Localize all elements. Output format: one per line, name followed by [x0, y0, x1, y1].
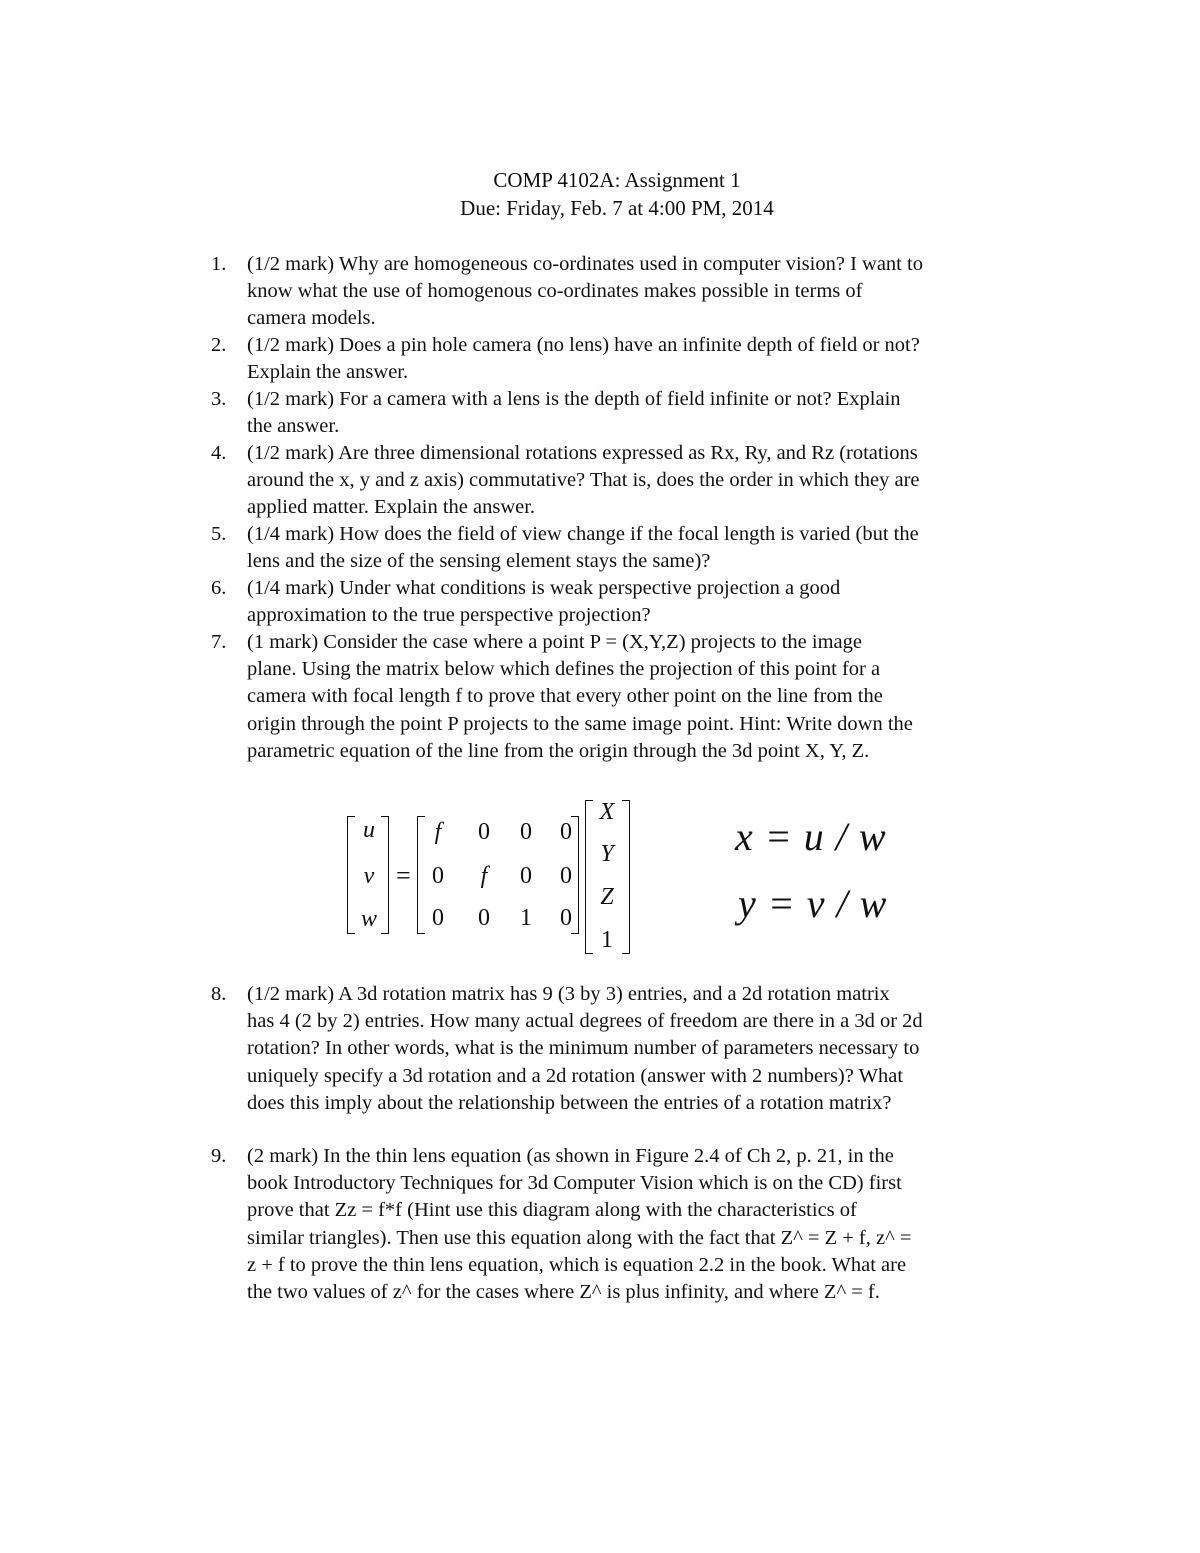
- question-8: [211, 981, 1031, 1117]
- question-2: [211, 332, 1031, 386]
- question-number: 3.: [211, 388, 227, 410]
- matrix-entry: 0: [520, 863, 532, 889]
- question-line: has 4 (2 by 2) entries. How many actual degrees of freedom are there in a 3d or 2d: [247, 1010, 923, 1033]
- equals-sign: =: [396, 861, 411, 890]
- question-line: Explain the answer.: [247, 361, 409, 384]
- matrix-entry: 0: [560, 905, 572, 931]
- question-line: plane. Using the matrix below which defines the projection of this point for a: [247, 658, 881, 681]
- uvw-left-bracket: [347, 816, 355, 934]
- question-1: [211, 251, 1031, 333]
- question-line: the answer.: [247, 415, 340, 438]
- matrix-entry: 0: [432, 863, 444, 889]
- question-line: (1/2 mark) Are three dimensional rotations expressed as Rx, Ry, and Rz (rotations: [247, 442, 918, 464]
- formula-y: y = v / w: [738, 881, 888, 926]
- question-number: 5.: [211, 523, 227, 545]
- matrix-entry: f: [480, 863, 488, 889]
- question-line: z + f to prove the thin lens equation, which is equation 2.2 in the book. What are: [247, 1253, 907, 1276]
- question-number: 2.: [211, 334, 227, 356]
- uvw-entry: u: [363, 817, 375, 843]
- matrix-entry: 0: [478, 905, 490, 931]
- question-4: [211, 440, 1031, 522]
- question-line: (1 mark) Consider the case where a point P = (X,Y,Z) projects to the image: [247, 631, 862, 653]
- question-line: lens and the size of the sensing element stays the same)?: [247, 550, 711, 573]
- matrix-entry: 0: [478, 819, 490, 845]
- matrix-right-bracket: [571, 816, 579, 934]
- question-line: similar triangles). Then use this equation along with the fact that Z^ = Z + f, z^ =: [247, 1226, 912, 1249]
- question-line: parametric equation of the line from the origin through the 3d point X, Y, Z.: [247, 739, 870, 762]
- question-line: applied matter. Explain the answer.: [247, 496, 536, 519]
- question-line: approximation to the true perspective projection?: [247, 604, 651, 627]
- question-line: (1/4 mark) How does the field of view change if the focal length is varied (but the: [247, 523, 919, 545]
- question-6: [211, 575, 1031, 629]
- point-entry: Y: [600, 841, 614, 867]
- question-line: around the x, y and z axis) commutative? That is, does the order in which they are: [247, 469, 920, 492]
- question-line: origin through the point P projects to the same image point. Hint: Write down the: [247, 712, 913, 735]
- matrix-entry: 0: [560, 863, 572, 889]
- uvw-right-bracket: [381, 816, 389, 934]
- question-number: 9.: [211, 1145, 227, 1167]
- point-entry: Z: [600, 884, 614, 910]
- point-left-bracket: [585, 800, 593, 954]
- matrix-entry: 1: [520, 905, 532, 931]
- question-line: know what the use of homogenous co-ordinates makes possible in terms of: [247, 280, 863, 303]
- question-line: uniquely specify a 3d rotation and a 2d rotation (answer with 2 numbers)? What: [247, 1064, 904, 1087]
- due-date: Due: Friday, Feb. 7 at 4:00 PM, 2014: [460, 196, 774, 220]
- question-line: prove that Zz = f*f (Hint use this diagram along with the characteristics of: [247, 1199, 857, 1222]
- question-number: 4.: [211, 442, 227, 464]
- question-number: 1.: [211, 253, 227, 275]
- question-line: (1/2 mark) For a camera with a lens is the depth of field infinite or not? Explain: [247, 388, 901, 410]
- question-7: [211, 629, 1031, 765]
- point-entry: 1: [601, 927, 613, 953]
- point-entry: X: [599, 799, 615, 825]
- question-number: 7.: [211, 631, 227, 653]
- question-line: does this imply about the relationship between the entries of a rotation matrix?: [247, 1091, 892, 1114]
- question-line: camera with focal length f to prove that every other point on the line from the: [247, 685, 883, 708]
- page-header: [0, 166, 1200, 222]
- matrix-left-bracket: [417, 816, 425, 934]
- point-right-bracket: [622, 800, 630, 954]
- question-line: (1/2 mark) Why are homogeneous co-ordinates used in computer vision? I want to: [247, 253, 923, 275]
- matrix-entry: 0: [560, 819, 572, 845]
- question-9: [211, 1143, 1031, 1306]
- formula-x: x = u / w: [735, 814, 887, 859]
- question-line: the two values of z^ for the cases where Z^ is plus infinity, and where Z^ = f.: [247, 1281, 880, 1304]
- assignment-title: COMP 4102A: Assignment 1: [493, 168, 741, 192]
- question-line: (1/2 mark) A 3d rotation matrix has 9 (3 by 3) entries, and a 2d rotation matrix: [247, 983, 890, 1005]
- matrix-entry: 0: [520, 819, 532, 845]
- question-3: [211, 386, 1031, 440]
- uvw-entry: v: [363, 863, 375, 889]
- matrix-entry: 0: [432, 905, 444, 931]
- uvw-entry: w: [360, 906, 377, 932]
- question-line: (2 mark) In the thin lens equation (as shown in Figure 2.4 of Ch 2, p. 21, in the: [247, 1145, 894, 1167]
- question-5: [211, 521, 1031, 575]
- question-line: (1/2 mark) Does a pin hole camera (no lens) have an infinite depth of field or not?: [247, 334, 920, 356]
- question-line: camera models.: [247, 307, 376, 330]
- question-line: (1/4 mark) Under what conditions is weak perspective projection a good: [247, 577, 841, 599]
- question-number: 8.: [211, 983, 227, 1005]
- matrix-entry: f: [434, 819, 442, 845]
- question-line: book Introductory Techniques for 3d Computer Vision which is on the CD) first: [247, 1172, 902, 1195]
- question-line: rotation? In other words, what is the minimum number of parameters necessary to: [247, 1037, 920, 1060]
- question-number: 6.: [211, 577, 227, 599]
